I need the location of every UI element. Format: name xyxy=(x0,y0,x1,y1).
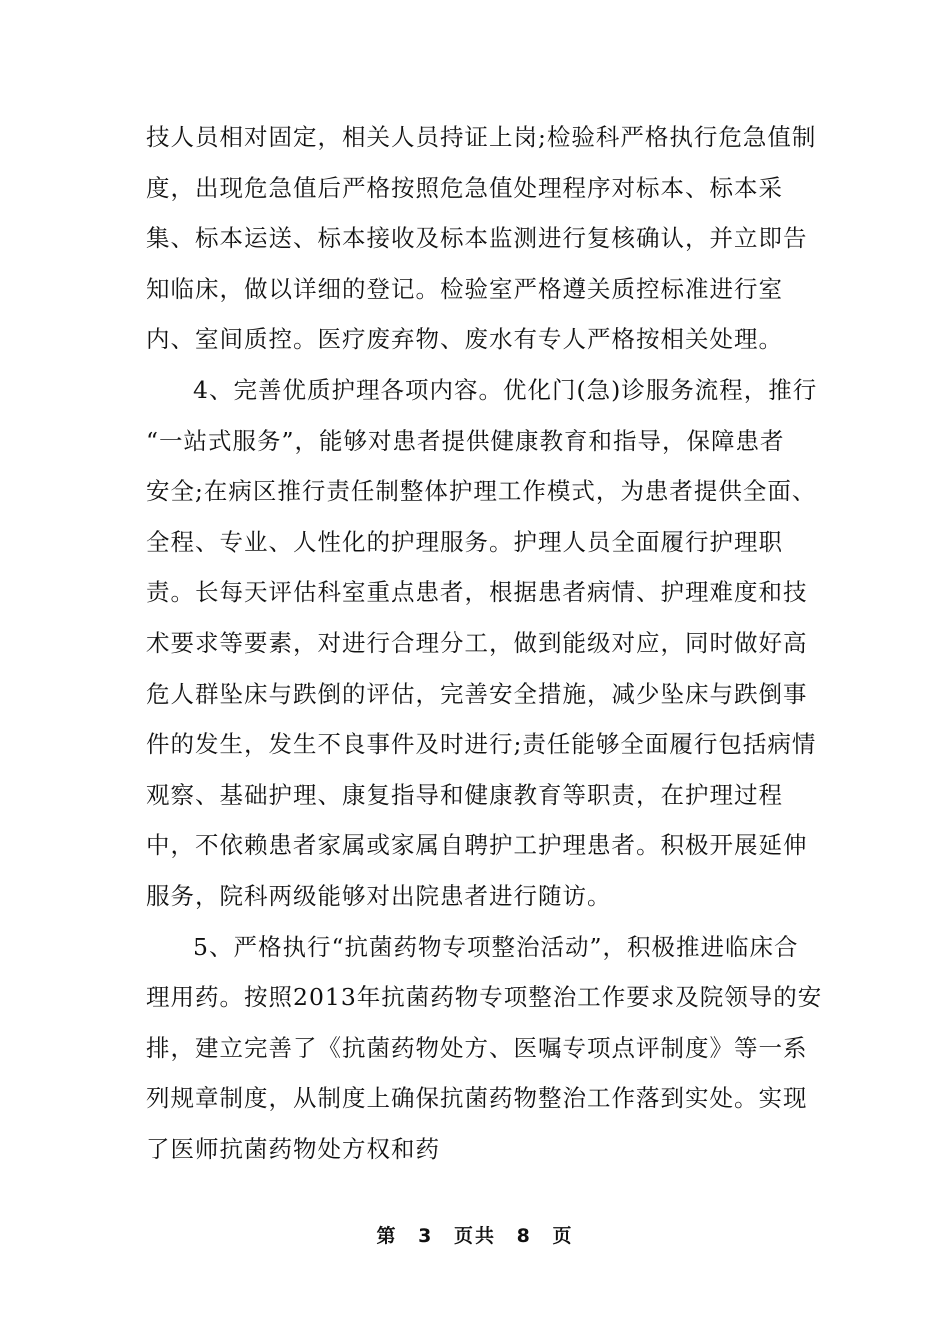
text-line: 理用药。按照2013年抗菌药物专项整治工作要求及院领导的安 xyxy=(146,983,823,1012)
paragraph-4-start: 4、完善优质护理各项内容。优化门(急)诊服务流程，推行 xyxy=(193,375,818,404)
text-line: 观察、基础护理、康复指导和健康教育等职责，在护理过程 xyxy=(146,780,783,809)
text-line: 集、标本运送、标本接收及标本监测进行复核确认，并立即告 xyxy=(146,224,808,253)
text-line: 危人群坠床与跌倒的评估，完善安全措施，减少坠床与跌倒事 xyxy=(146,679,808,708)
body-text xyxy=(146,112,823,1174)
text-line: 责。长每天评估科室重点患者，根据患者病情、护理难度和技 xyxy=(146,578,808,607)
page-number-footer: 第 3 页共 8 页 xyxy=(376,1225,574,1247)
text-line: 度，出现危急值后严格按照危急值处理程序对标本、标本采 xyxy=(146,173,783,202)
text-line: 排，建立完善了《抗菌药物处方、医嘱专项点评制度》等一系 xyxy=(146,1033,808,1062)
text-line: 内、室间质控。医疗废弃物、废水有专人严格按相关处理。 xyxy=(146,325,783,354)
text-line: “一站式服务”，能够对患者提供健康教育和指导，保障患者 xyxy=(146,426,785,455)
text-line: 中，不依赖患者家属或家属自聘护工护理患者。积极开展延伸 xyxy=(146,831,808,860)
text-line: 服务，院科两级能够对出院患者进行随访。 xyxy=(146,881,612,910)
text-line: 件的发生，发生不良事件及时进行;责任能够全面履行包括病情 xyxy=(146,730,817,759)
text-line: 了医师抗菌药物处方权和药 xyxy=(146,1134,440,1163)
text-line: 全程、专业、人性化的护理服务。护理人员全面履行护理职 xyxy=(146,527,783,556)
text-line: 安全;在病区推行责任制整体护理工作模式，为患者提供全面、 xyxy=(146,477,817,506)
paragraph-5-start: 5、严格执行“抗菌药物专项整治活动”，积极推进临床合 xyxy=(193,932,799,961)
text-line: 术要求等要素，对进行合理分工，做到能级对应，同时做好高 xyxy=(146,628,808,657)
text-line: 知临床，做以详细的登记。检验室严格遵关质控标准进行室 xyxy=(146,274,783,303)
text-line: 列规章制度，从制度上确保抗菌药物整治工作落到实处。实现 xyxy=(146,1084,808,1113)
text-line: 技人员相对固定，相关人员持证上岗;检验科严格执行危急值制 xyxy=(146,123,817,151)
